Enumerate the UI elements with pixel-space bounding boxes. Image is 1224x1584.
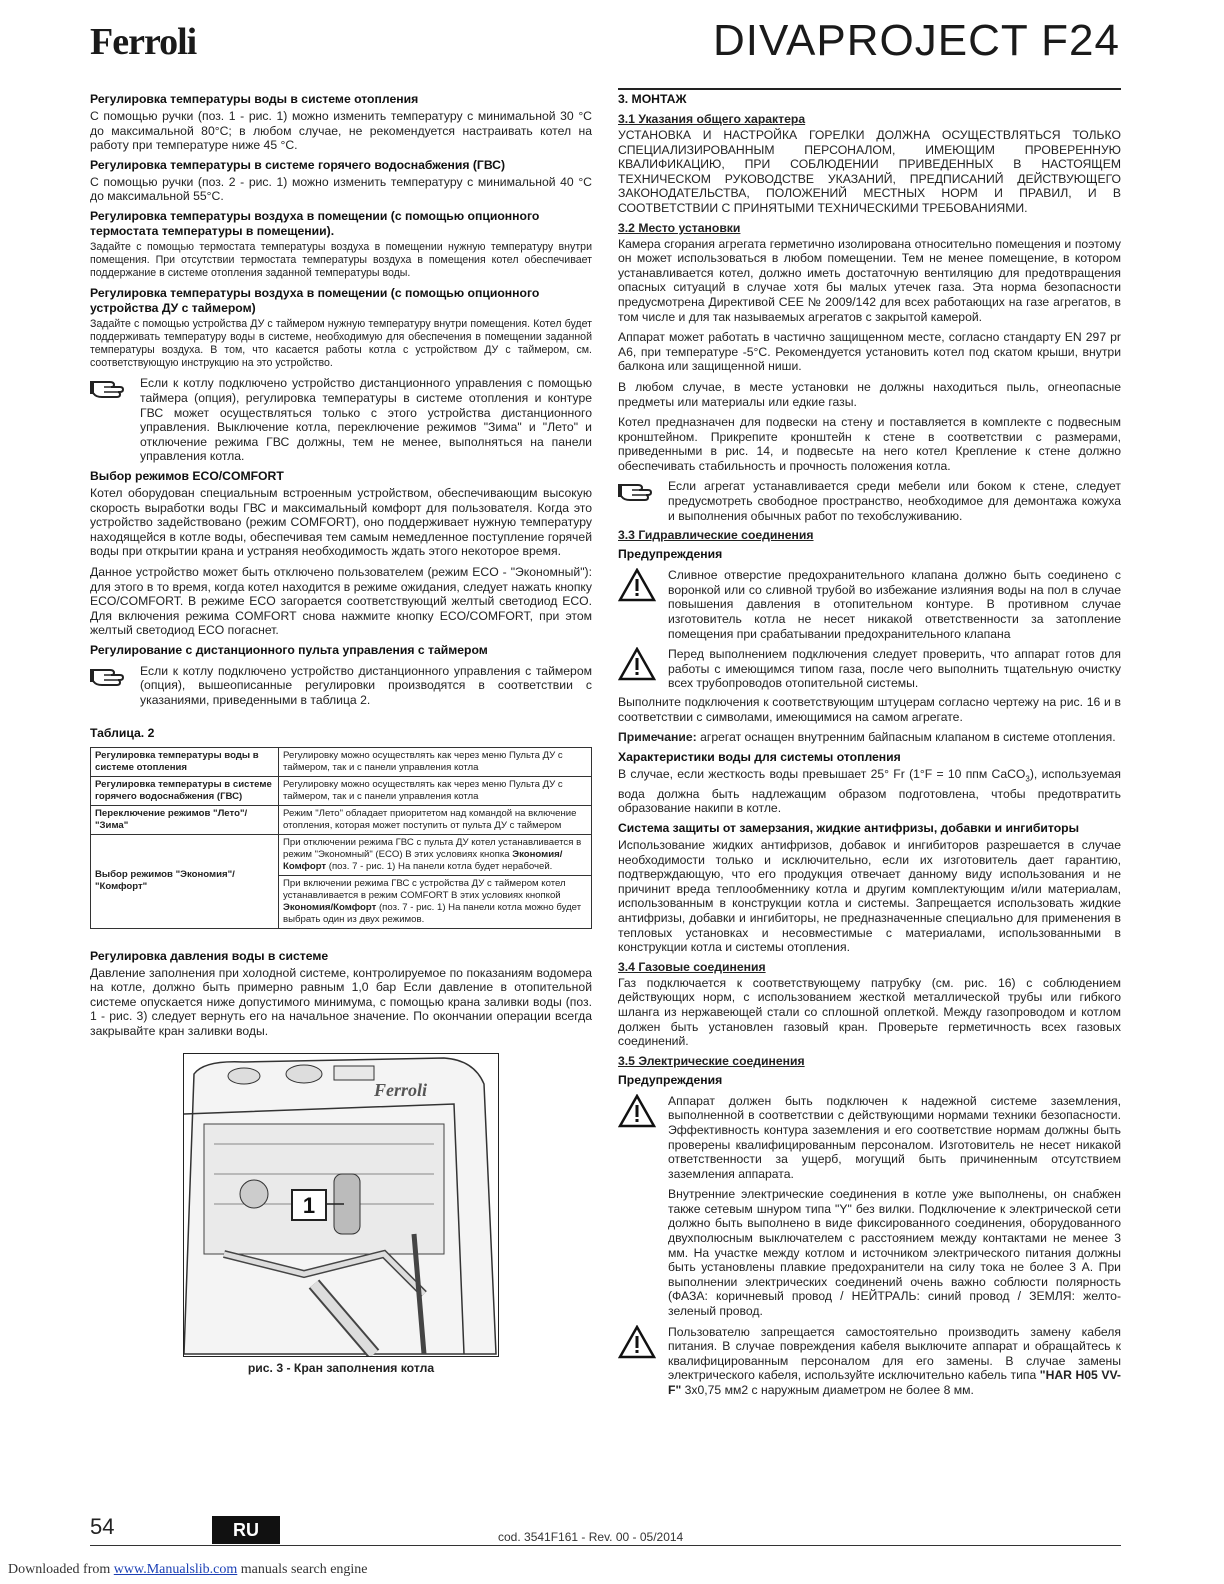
language-tag: RU <box>212 1516 280 1544</box>
figure-brand-text: Ferroli <box>374 1079 428 1100</box>
warning-gas-type-text: Перед выполнением подключения следует проверить, что аппарат готов для работы с имеющимся типом газа, после чего выполнить тщательную очистку всех трубопроводов отопительной системы. <box>668 647 1121 691</box>
warning-gas-type <box>618 645 1121 691</box>
text-eco-comfort-2: Данное устройство может быть отключено пользователем (режим ECO - "Экономный"): для этого в то время, когда котел находится в режиме ожидания, следует нажать кнопку ECO/COMFORT. В режиме ECO загорается соответствующий желтый светодиод ECO. Для включения режима COMFORT снова нажмите кнопку ECO/COMFORT, при этом желтый светодиод ECO погаснет. <box>90 564 592 638</box>
warning-triangle-icon <box>618 645 668 691</box>
page-number: 54 <box>90 1514 115 1539</box>
warnings-title: Предупреждения <box>618 1072 723 1087</box>
warning-safety-valve <box>618 566 1121 641</box>
heading-3-5: 3.5 Электрические соединения <box>618 1053 805 1068</box>
heading-water: Характеристики воды для системы отопления <box>618 749 901 764</box>
figure-fill-tap <box>183 1053 499 1357</box>
table-title: Таблица. 2 <box>90 725 155 740</box>
warning-grounding-text: Аппарат должен быть подключен к надежной системе заземления, выполненной в соответствии с действующими нормами техники безопасности. Эффективность контура заземления и его соответствие нормам должны быть проверены квалифицированным персоналом. Изготовитель не несет никакой ответственности за ущерб, могущий быть причиненным отсутствием заземления аппарата. <box>668 1093 1121 1181</box>
text-3-3-note: Примечание: агрегат оснащен внутренним байпасным клапаном в системе отопления. <box>618 730 1116 745</box>
table-cell-value: Режим "Лето" обладает приоритетом над командой на включение отопления, которая может поступить от пульта ДУ с таймером <box>279 805 592 834</box>
pointing-hand-icon <box>90 662 140 692</box>
table-cell-value: При включении режима ГВС с устройства ДУ с таймером котел устанавливается в режим COMFORT В этих условиях кнопкой Экономия/Комфорт (поз. 7 - рис. 1) На панели котла можно будет выбрать один из двух режимов. <box>279 875 592 928</box>
note-remote-panel <box>90 662 592 708</box>
warning-triangle-icon <box>618 1092 668 1319</box>
warning-cable <box>618 1323 1121 1398</box>
text-3-4: Газ подключается к соответствующему патрубку (см. рис. 16) с соблюдением действующих норм, с использованием жесткой металлической трубы или гибкого шланга из нержавеющей стали со сплошной оплеткой. Между газопроводом и котлом должен быть установлен газовый кран. Проверьте герметичность всех газовых соединений. <box>618 975 1121 1049</box>
pointing-hand-icon <box>90 374 140 404</box>
model-title: DIVAPROJECT F24 <box>712 16 1120 65</box>
note-remote-panel-text: Если к котлу подключено устройство дистанционного управления с таймером (опция), вышеописанные регулировки производятся в соответствии с указаниями, приведенными в таблица 2. <box>140 663 592 708</box>
warning-grounding <box>618 1092 1121 1319</box>
table-cell-value: При отключении режима ГВС с пульта ДУ котел устанавливается в режим "Экономный" (ECO) В этих условиях кнопка Экономия/ Комфорт (поз. 7 - рис. 1) На панели котла будет нерабочей. <box>279 834 592 875</box>
heading-3-3: 3.3 Гидравлические соединения <box>618 528 814 543</box>
figure-caption: рис. 3 - Кран заполнения котла <box>247 1360 435 1375</box>
heading-room-thermostat: Регулировка температуры воздуха в помещении (с помощью опционного термостата температуры в помещении). <box>90 208 540 238</box>
text-dhw-temp: С помощью ручки (поз. 2 - рис. 1) можно изменить температуру с минимальной 40 °С до максимальной 55°С. <box>90 174 592 204</box>
table-2 <box>90 747 592 929</box>
text-3-2-1: Камера сгорания агрегата герметично изолирована относительно помещения и поэтому он может использоваться в любом помещении. Тем не менее помещение, в котором устанавливается котел, должно иметь достаточную вентиляцию для предотвращения опасных ситуаций в случае хотя бы малых утечек газа. Эта норма безопасности предусмотрена Директивой СЕЕ № 2009/142 для всех работающих на газе агрегатов, в том числе и для так называемых агрегатов с закрытой камерой. <box>618 236 1121 324</box>
left-column <box>90 92 592 1375</box>
note-furniture <box>618 477 1121 523</box>
document-code: cod. 3541F161 - Rev. 00 - 05/2014 <box>498 1530 684 1544</box>
heading-pressure: Регулировка давления воды в системе <box>90 948 329 963</box>
heading-3-4: 3.4 Газовые соединения <box>618 959 766 974</box>
text-3-2-4: Котел предназначен для подвески на стену и поставляется в комплекте с подвесным кронштейном. Прикрепите кронштейн к стене в соответствии с размерами, приведенными в рис. 14, и подвесьте на него котел Крепление к стене должно обеспечивать стабильность и прочность положения котла. <box>618 415 1121 473</box>
table-row <box>91 776 592 805</box>
warning-triangle-icon <box>618 1323 668 1398</box>
text-eco-comfort-1: Котел оборудован специальным встроенным устройством, обеспечивающим высокую скорость выработки воды ГВС и максимальный комфорт для пользователя. Когда это устройство задействовано (режим COMFORT), оно поддерживает нужную температуру находящейся в котле воды, обеспечивая тем самым немедленное поступление горячей воды при открытии крана и устраняя необходимость ждать этого некоторое время. <box>90 485 592 559</box>
note-remote-control <box>90 374 592 464</box>
text-room-thermostat: Задайте с помощью термостата температуры воздуха в помещении нужную температуру внутри помещения. При отсутствии термостата температуры воздуха в помещения котел обеспечивает поддержание в системе отопления заданной температуры воды. <box>90 240 592 280</box>
text-3-3-1: Выполните подключения к соответствующим штуцерам согласно чертежу на рис. 16 и в соответствии с символами, имеющимися на самом агрегате. <box>618 695 1121 724</box>
table-row <box>91 747 592 776</box>
heading-3-2: 3.2 Место установки <box>618 220 741 235</box>
manualslib-link[interactable]: www.Manualslib.com <box>113 1562 238 1577</box>
table-cell-key: Регулировка температуры в системе горячего водоснабжения (ГВС) <box>91 776 279 805</box>
heading-installation: 3. МОНТАЖ <box>618 92 687 106</box>
footer-rule <box>90 1545 1121 1546</box>
note-remote-control-text: Если к котлу подключено устройство дистанционного управления с помощью таймера (опция), регулировка температуры в системе отопления и контуре ГВС может осуществляться только с этого устройства дистанционного управления. Выключение котла, переключение режимов "Зима" и "Лето" и отключение режима ГВС должны, тем не менее, выполняться на панели управления котла. <box>140 376 592 464</box>
heading-eco-comfort: Выбор режимов ECO/COMFORT <box>90 468 284 483</box>
table-cell-key: Переключение режимов "Лето"/ "Зима" <box>91 805 279 834</box>
warning-cable-text: Пользователю запрещается самостоятельно производить замену кабеля питания. В случае повреждения кабеля выключите аппарат и обращайтесь к квалифицированным персоналом для его замены. В случае замены электрического кабеля, используйте исключительно кабель типа "HAR H05 VV-F" 3x0,75 мм2 с наружным диаметром не более 8 мм. <box>668 1324 1121 1397</box>
table-row <box>91 805 592 834</box>
text-3-1: УСТАНОВКА И НАСТРОЙКА ГОРЕЛКИ ДОЛЖНА ОСУЩЕСТВЛЯТЬСЯ ТОЛЬКО СПЕЦИАЛИЗИРОВАННЫМ ПЕРСОНАЛОМ, ИМЕЮЩИМ ПРОВЕРЕННУЮ КВАЛИФИКАЦИЮ, ПРИ СОБЛЮДЕНИИ ПРИВЕДЕННЫХ В НАСТОЯЩЕМ ТЕХНИЧЕСКОМ РУКОВОДСТВЕ УКАЗАНИЙ, ПРЕДПИСАНИЙ ДЕЙСТВУЮЩЕГО ЗАКОНОДАТЕЛЬСТВА, ПОЛОЖЕНИЙ МЕСТНЫХ НОРМ И ПРАВИЛ, И В СООТВЕТСТВИИ С ПРИНЯТЫМИ ТЕХНИЧЕСКИМИ ТРЕБОВАНИЯМИ. <box>618 128 1121 215</box>
text-antifreeze: Использование жидких антифризов, добавок и ингибиторов разрешается в случае необходимости только и исключительно, если их изготовитель дает гарантию, подтверждающую, что его продукция отвечает данному виду использования и не причинит вреда теплообменнику котла и другим комплектующим и/или материалам, использованным в конструкции котла и системы. Запрещается использовать жидкие антифризы, добавки и ингибиторы, не предназначенные специально для применения в тепловых установках и несовместимые с материалами, использованными в конструкции котла и системы отопления. <box>618 838 1121 955</box>
text-3-2-3: В любом случае, в месте установки не должны находиться пыль, огнеопасные предметы или материалы или едкие газы. <box>618 379 1121 409</box>
table-cell-value: Регулировку можно осуществлять как через меню Пульта ДУ с таймером, так и с панели управления котла <box>279 776 592 805</box>
text-heating-temp: С помощью ручки (поз. 1 - рис. 1) можно изменить температуру с минимальной 30 °С до максимальной 80°С; в любом случае, не рекомендуется настраивать котел на работу при температуре ниже 45 °С. <box>90 109 592 153</box>
heading-antifreeze: Система защиты от замерзания, жидкие антифризы, добавки и ингибиторы <box>618 821 1079 835</box>
heading-heating-temp: Регулировка температуры воды в системе отопления <box>90 92 419 106</box>
heading-remote-panel: Регулирование с дистанционного пульта управления с таймером <box>90 642 488 657</box>
pointing-hand-icon <box>618 477 668 507</box>
download-notice: Downloaded from www.Manualslib.com manuals search engine <box>8 1562 368 1577</box>
table-cell-key: Выбор режимов "Экономия"/ "Комфорт" <box>91 834 279 928</box>
text-3-2-2: Аппарат может работать в частично защищенном месте, согласно стандарту EN 297 pr A6, при температуре -5°С. Рекомендуется установить котел под скатом крыши, внутри балкона или защищенной ниши. <box>618 330 1121 374</box>
heading-dhw-temp: Регулировка температуры в системе горячего водоснабжения (ГВС) <box>90 157 506 172</box>
figure-callout-label: 1 <box>302 1192 316 1218</box>
warnings-title: Предупреждения <box>618 547 723 562</box>
table-cell-value: Регулировку можно осуществлять как через меню Пульта ДУ с таймером, так и с панели управления котла <box>279 747 592 776</box>
text-electrical: Внутренние электрические соединения в котле уже выполнены, он снабжен также сетевым шнуром типа "Y" без вилки. Подключение к электрической сети должно быть выполнено в виде фиксированного соединения, оборудованного двухполюсным выключателем с расстоянием между контактами не менее 3 мм. На участке между котлом и источником электрического питания должны быть установлены плавкие предохранители на силу тока не более 3 А. При выполнении электрических соединений очень важно соблюсти полярность (ФАЗА: коричневый провод / НЕЙТРАЛЬ: синий провод / ЗЕМЛЯ: желто-зеленый провод. <box>668 1187 1121 1319</box>
header-rule <box>618 88 1121 90</box>
warning-triangle-icon <box>618 566 668 641</box>
table-row <box>91 834 592 875</box>
table-cell-key: Регулировка температуры воды в системе отопления <box>91 747 279 776</box>
text-water: В случае, если жесткость воды превышает 25° Fr (1°F = 10 ппм CaCO$_3$), используемая вода должна быть надлежащим образом подготовлена, чтобы предотвратить образование накипи в котле. <box>618 766 1122 816</box>
warning-safety-valve-text: Сливное отверстие предохранительного клапана должно быть соединено с воронкой или со сливной трубой во избежание излияния воды на пол в случае повышения давления в отопительном контуре. В противном случае изготовитель котла не несет никакой ответственности за затопление помещения при срабатывании предохранительного клапана <box>668 568 1121 641</box>
right-column <box>618 92 1121 1398</box>
note-furniture-text: Если агрегат устанавливается среди мебели или боком к стене, следует предусмотреть свободное пространство, необходимое для демонтажа кожуха и выполнения обычных работ по техобслуживанию. <box>668 479 1121 523</box>
text-pressure: Давление заполнения при холодной системе, контролируемое по показаниям водомера на котле, должно быть примерно равным 1,0 бар Если давление в отопительной системе опускается ниже допустимого минимума, с помощью крана заливки воды (поз. 1 - рис. 3) следует вернуть его на начальное значение. По окончании операции всегда закрывайте кран заливки воды. <box>90 965 592 1039</box>
brand-logo: Ferroli <box>90 21 197 63</box>
heading-3-1: 3.1 Указания общего характера <box>618 112 806 126</box>
heading-remote-timer: Регулировка температуры воздуха в помещении (с помощью опционного устройства ДУ с таймером) <box>90 285 540 315</box>
text-remote-timer: Задайте с помощью устройства ДУ с таймером нужную температуру внутри помещения. Котел будет поддерживать температуру воды в системе, необходимую для обеспечения в помещении заданной температуры воздуха. В том, что касается работы котла с устройством ДУ с таймером, см. соответствующую инструкцию на это устройство. <box>90 317 592 370</box>
boiler-drawing <box>184 1054 499 1357</box>
warning-grounding-body <box>668 1092 1121 1319</box>
